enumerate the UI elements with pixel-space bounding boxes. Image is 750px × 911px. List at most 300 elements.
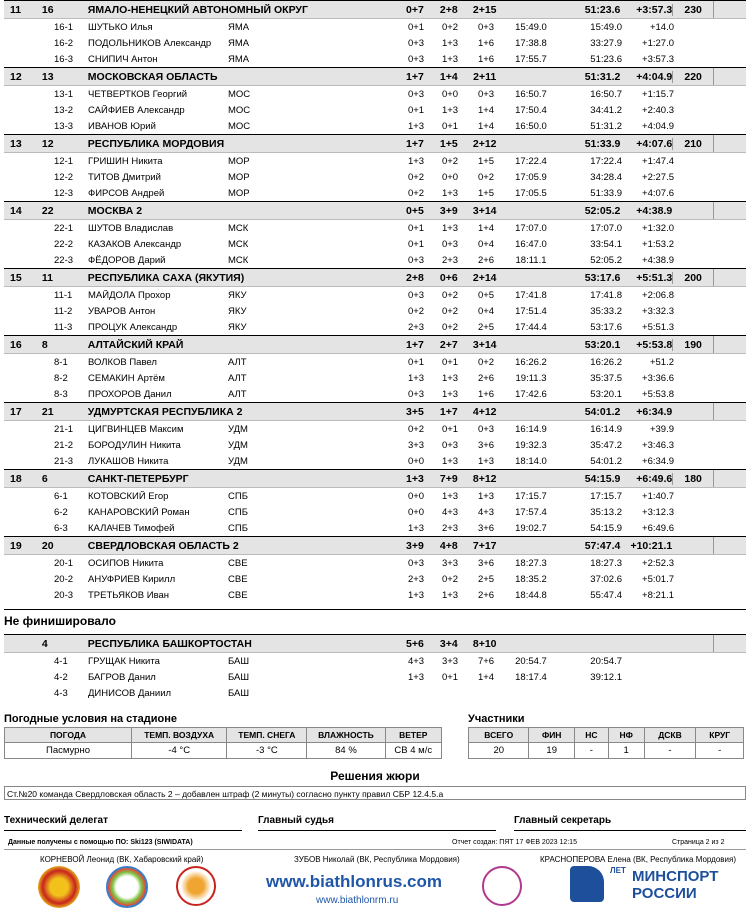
mascot-logo — [176, 866, 216, 906]
team-extra-col — [713, 1, 746, 18]
member-time: 17:41.8 — [590, 289, 622, 301]
delegate-name: КОРНЕВОЙ Леонид (ВК, Хабаровский край) — [40, 855, 204, 864]
member-leg-time: 20:54.7 — [515, 655, 547, 667]
member-penalty-total: 1+4 — [477, 120, 495, 132]
member-standing: 1+3 — [441, 222, 459, 234]
team-bib: 13 — [41, 70, 54, 83]
member-name: ПРОЦУК Александр — [88, 321, 178, 333]
member-leg-time: 16:50.0 — [515, 120, 547, 132]
member-penalty-total: 1+3 — [477, 490, 495, 502]
team-extra-col — [713, 269, 746, 286]
member-leg-time: 18:17.4 — [515, 671, 547, 683]
member-name: БАГРОВ Данил — [88, 671, 156, 683]
member-time: 54:01.2 — [590, 455, 622, 467]
team-behind: +4:38.9 — [636, 204, 673, 217]
member-prone: 0+1 — [407, 104, 425, 116]
team-extra-col — [713, 537, 746, 554]
member-penalty-total: 0+5 — [477, 289, 495, 301]
participants-value: 19 — [529, 743, 574, 759]
team-prone: 0+7 — [405, 3, 424, 16]
member-time: 16:14.9 — [590, 423, 622, 435]
member-name: МАЙДОЛА Прохор — [88, 289, 171, 301]
member-leg-time: 17:07.0 — [515, 222, 547, 234]
team-bib: 11 — [41, 271, 54, 284]
member-region: СВЕ — [228, 573, 248, 585]
member-row — [4, 86, 746, 102]
member-row — [4, 185, 746, 201]
team-block — [4, 67, 746, 134]
member-standing: 2+3 — [441, 522, 459, 534]
team-rank: 16 — [10, 338, 22, 351]
member-region: БАШ — [228, 671, 250, 683]
member-bib: 8-2 — [54, 372, 68, 384]
team-prone: 3+9 — [405, 539, 424, 552]
member-region: СПБ — [228, 506, 248, 518]
secretary-label: Главный секретарь — [514, 815, 612, 826]
team-block — [4, 0, 746, 67]
member-prone: 0+2 — [407, 171, 425, 183]
team-penalty-total: 2+15 — [472, 3, 497, 16]
team-bib: 16 — [41, 3, 54, 16]
member-region: УДМ — [228, 439, 248, 451]
team-points: 210 — [672, 138, 713, 150]
team-points: 220 — [672, 71, 713, 83]
member-leg-time: 17:50.4 — [515, 104, 547, 116]
member-penalty-total: 2+6 — [477, 589, 495, 601]
team-time: 52:05.2 — [584, 204, 621, 217]
member-row — [4, 571, 746, 587]
member-behind: +2:52.3 — [642, 557, 674, 569]
member-name: ШУТОВ Владислав — [88, 222, 174, 234]
member-bib: 12-1 — [54, 155, 74, 167]
member-prone: 1+3 — [407, 372, 425, 384]
member-standing: 1+3 — [441, 589, 459, 601]
member-name: ОСИПОВ Никита — [88, 557, 164, 569]
member-bib: 4-1 — [54, 655, 68, 667]
member-time: 39:12.1 — [590, 671, 622, 683]
member-penalty-total: 0+4 — [477, 238, 495, 250]
member-behind: +6:49.6 — [642, 522, 674, 534]
team-bib: 4 — [41, 637, 48, 650]
member-behind: +6:34.9 — [642, 455, 674, 467]
member-standing: 1+3 — [441, 455, 459, 467]
member-penalty-total: 7+6 — [477, 655, 495, 667]
weather-value: -4 °C — [132, 743, 227, 759]
member-standing: 3+3 — [441, 557, 459, 569]
member-bib: 20-2 — [54, 573, 74, 585]
team-extra-col — [713, 635, 746, 652]
member-row — [4, 488, 746, 504]
team-standing: 4+8 — [439, 539, 458, 552]
team-name: ЯМАЛО-НЕНЕЦКИЙ АВТОНОМНЫЙ ОКРУГ — [87, 3, 308, 16]
member-bib: 11-3 — [54, 321, 73, 333]
regional-biathlon-logo — [106, 866, 148, 908]
member-row — [4, 220, 746, 236]
minsport-mark-icon — [570, 866, 604, 902]
member-bib: 20-3 — [54, 589, 74, 601]
team-points: 230 — [672, 4, 713, 16]
member-leg-time: 17:15.7 — [515, 490, 547, 502]
member-behind: +1:15.7 — [642, 88, 674, 100]
member-time: 15:49.0 — [590, 21, 622, 33]
team-row — [4, 1, 746, 19]
member-behind: +4:38.9 — [642, 254, 674, 266]
member-region: АЛТ — [228, 388, 247, 400]
member-behind: +2:40.3 — [642, 104, 674, 116]
team-time: 51:31.2 — [584, 70, 621, 83]
member-prone: 0+3 — [407, 557, 425, 569]
member-time: 17:07.0 — [590, 222, 622, 234]
team-name: СВЕРДЛОВСКАЯ ОБЛАСТЬ 2 — [87, 539, 239, 552]
member-region: МОС — [228, 120, 251, 132]
member-bib: 20-1 — [54, 557, 74, 569]
member-standing: 1+3 — [441, 187, 459, 199]
member-name: КАНАРОВСКИЙ Роман — [88, 506, 190, 518]
member-leg-time: 17:42.6 — [515, 388, 547, 400]
member-leg-time: 16:26.2 — [515, 356, 547, 368]
member-standing: 0+2 — [441, 21, 459, 33]
member-behind: +3:32.3 — [642, 305, 674, 317]
member-prone: 0+0 — [407, 455, 425, 467]
team-row — [4, 135, 746, 153]
member-region: МОС — [228, 88, 251, 100]
member-leg-time: 15:49.0 — [515, 21, 547, 33]
member-bib: 11-2 — [54, 305, 73, 317]
member-name: ДИНИСОВ Даниил — [88, 687, 172, 699]
member-behind: +51.2 — [649, 356, 674, 368]
member-prone: 1+3 — [407, 589, 425, 601]
member-name: ФЁДОРОВ Дарий — [88, 254, 166, 266]
member-bib: 13-1 — [54, 88, 74, 100]
member-bib: 22-3 — [54, 254, 74, 266]
member-standing: 1+3 — [441, 372, 459, 384]
report-created: Отчет создан: ПЯТ 17 ФЕВ 2023 12:15 — [452, 839, 577, 846]
member-prone: 0+1 — [407, 356, 425, 368]
member-standing: 0+2 — [441, 321, 459, 333]
team-behind: +10:21.1 — [630, 539, 673, 552]
member-row — [4, 319, 746, 335]
team-row — [4, 635, 746, 653]
participants-value: - — [696, 743, 744, 759]
delegate-sign-line — [4, 830, 242, 831]
member-row — [4, 520, 746, 536]
member-leg-time: 17:05.5 — [515, 187, 547, 199]
member-prone: 0+3 — [407, 388, 425, 400]
member-time: 52:05.2 — [590, 254, 622, 266]
member-region: ЯКУ — [228, 289, 247, 301]
member-region: БАШ — [228, 687, 250, 699]
member-row — [4, 236, 746, 252]
member-leg-time: 16:14.9 — [515, 423, 547, 435]
member-behind: +3:57.3 — [642, 53, 674, 65]
participants-header: ДСКВ — [644, 728, 696, 743]
data-source: Данные получены с помощью ПО: Ski123 (SIWIDATA) — [8, 839, 193, 846]
member-prone: 2+3 — [407, 573, 425, 585]
member-bib: 8-3 — [54, 388, 68, 400]
delegate-label: Технический делегат — [4, 815, 108, 826]
team-bib: 22 — [41, 204, 54, 217]
member-time: 54:15.9 — [590, 522, 622, 534]
site-biathlonrus[interactable]: www.biathlonrus.com — [266, 872, 442, 891]
member-time: 53:20.1 — [590, 388, 622, 400]
team-time: 54:01.2 — [584, 405, 621, 418]
member-row — [4, 169, 746, 185]
member-bib: 11-1 — [54, 289, 73, 301]
federation-emblem-logo — [38, 866, 80, 908]
member-standing: 1+3 — [441, 37, 459, 49]
member-standing: 0+1 — [441, 423, 459, 435]
member-name: БОРОДУЛИН Никита — [88, 439, 181, 451]
member-name: ПРОХОРОВ Данил — [88, 388, 172, 400]
member-bib: 12-2 — [54, 171, 74, 183]
member-behind: +1:27.0 — [642, 37, 674, 49]
member-standing: 0+1 — [441, 671, 459, 683]
member-name: ШУТЬКО Илья — [88, 21, 153, 33]
team-time: 53:17.6 — [584, 271, 621, 284]
member-name: ВОЛКОВ Павел — [88, 356, 157, 368]
team-rank: 11 — [10, 3, 22, 16]
team-row — [4, 403, 746, 421]
member-name: АНУФРИЕВ Кирилл — [88, 573, 176, 585]
participants-value: 20 — [469, 743, 529, 759]
member-bib: 13-2 — [54, 104, 74, 116]
member-standing: 0+1 — [441, 356, 459, 368]
jury-title: Решения жюри — [330, 769, 420, 783]
member-region: БАШ — [228, 655, 250, 667]
member-behind: +3:46.3 — [642, 439, 674, 451]
participants-header: НС — [574, 728, 608, 743]
member-row — [4, 421, 746, 437]
team-prone: 1+7 — [405, 338, 424, 351]
team-penalty-total: 2+11 — [473, 70, 497, 83]
member-row — [4, 102, 746, 118]
member-leg-time: 18:14.0 — [515, 455, 547, 467]
team-prone: 1+3 — [405, 472, 424, 485]
participants-value: - — [574, 743, 608, 759]
weather-value: Пасмурно — [5, 743, 132, 759]
member-region: ЯКУ — [228, 305, 247, 317]
member-row — [4, 386, 746, 402]
member-row — [4, 354, 746, 370]
member-bib: 12-3 — [54, 187, 74, 199]
member-behind: +2:27.5 — [642, 171, 674, 183]
member-behind: +1:47.4 — [642, 155, 674, 167]
member-time: 55:47.4 — [590, 589, 622, 601]
member-prone: 0+3 — [407, 88, 425, 100]
member-penalty-total: 0+4 — [477, 305, 495, 317]
participants-value: 1 — [608, 743, 644, 759]
member-penalty-total: 4+3 — [477, 506, 495, 518]
member-time: 35:47.2 — [590, 439, 622, 451]
member-region: ЯКУ — [228, 321, 247, 333]
member-prone: 0+3 — [407, 37, 425, 49]
team-penalty-total: 7+17 — [472, 539, 497, 552]
member-row — [4, 370, 746, 386]
member-name: ЦИГВИНЦЕВ Максим — [88, 423, 184, 435]
member-row — [4, 252, 746, 268]
member-time: 33:27.9 — [590, 37, 622, 49]
member-leg-time: 18:35.2 — [515, 573, 547, 585]
member-row — [4, 437, 746, 453]
member-region: СПБ — [228, 490, 248, 502]
member-prone: 0+2 — [407, 305, 425, 317]
member-standing: 0+2 — [441, 573, 459, 585]
member-region: УДМ — [228, 455, 248, 467]
team-standing: 2+8 — [439, 3, 458, 16]
member-name: САЙФИЕВ Александр — [88, 104, 185, 116]
member-name: ГРИШИН Никита — [88, 155, 163, 167]
member-penalty-total: 3+6 — [477, 557, 495, 569]
member-behind: +3:36.6 — [642, 372, 674, 384]
member-penalty-total: 0+3 — [477, 88, 495, 100]
team-bib: 8 — [41, 338, 48, 351]
member-name: СЕМАКИН Артём — [88, 372, 165, 384]
weather-header: ТЕМП. СНЕГА — [227, 728, 307, 743]
member-leg-time: 16:47.0 — [515, 238, 547, 250]
team-row — [4, 537, 746, 555]
team-behind: +5:53.8 — [636, 338, 673, 351]
member-region: МОС — [228, 104, 251, 116]
member-prone: 0+3 — [407, 289, 425, 301]
member-time: 20:54.7 — [590, 655, 622, 667]
team-behind: +4:04.9 — [636, 70, 673, 83]
member-region: МОР — [228, 187, 250, 199]
member-standing: 0+2 — [441, 155, 459, 167]
team-standing: 3+9 — [439, 204, 458, 217]
minsport-title: МИНСПОРТ — [632, 868, 719, 885]
member-standing: 0+2 — [441, 289, 459, 301]
participants-header: ВСЕГО — [469, 728, 529, 743]
member-penalty-total: 1+6 — [477, 388, 495, 400]
member-name: КАЗАКОВ Александр — [88, 238, 182, 250]
team-standing: 3+4 — [439, 637, 458, 650]
member-bib: 16-3 — [54, 53, 74, 65]
member-time: 16:26.2 — [590, 356, 622, 368]
participants-header: КРУГ — [696, 728, 744, 743]
member-prone: 0+3 — [407, 254, 425, 266]
team-penalty-total: 4+12 — [472, 405, 497, 418]
team-penalty-total: 2+12 — [472, 137, 497, 150]
member-leg-time: 17:22.4 — [515, 155, 547, 167]
member-standing: 1+3 — [441, 104, 459, 116]
member-penalty-total: 3+6 — [477, 522, 495, 534]
member-prone: 1+3 — [407, 155, 425, 167]
member-behind: +39.9 — [649, 423, 674, 435]
team-standing: 0+6 — [439, 271, 458, 284]
member-behind: +1:40.7 — [642, 490, 674, 502]
member-standing: 0+0 — [441, 171, 459, 183]
member-time: 53:17.6 — [590, 321, 622, 333]
team-name: РЕСПУБЛИКА БАШКОРТОСТАН — [87, 637, 252, 650]
member-penalty-total: 0+2 — [477, 356, 495, 368]
team-penalty-total: 8+10 — [472, 637, 497, 650]
member-time: 35:13.2 — [590, 506, 622, 518]
team-bib: 20 — [41, 539, 54, 552]
team-standing: 1+4 — [439, 70, 458, 83]
member-time: 51:23.6 — [590, 53, 622, 65]
judge-sign-line — [258, 830, 496, 831]
member-standing: 1+3 — [441, 53, 459, 65]
team-behind: +6:49.6 — [636, 472, 673, 485]
team-time: 57:47.4 — [584, 539, 621, 552]
member-row — [4, 35, 746, 51]
member-standing: 0+2 — [441, 305, 459, 317]
member-leg-time: 17:38.8 — [515, 37, 547, 49]
member-time: 17:15.7 — [590, 490, 622, 502]
member-prone: 1+3 — [407, 120, 425, 132]
member-behind: +2:06.8 — [642, 289, 674, 301]
team-block — [4, 201, 746, 268]
member-time: 34:41.2 — [590, 104, 622, 116]
member-time: 35:37.5 — [590, 372, 622, 384]
judge-label: Главный судья — [258, 815, 334, 826]
member-name: ТИТОВ Дмитрий — [88, 171, 161, 183]
team-row — [4, 336, 746, 354]
secretary-sign-line — [514, 830, 746, 831]
member-prone: 2+3 — [407, 321, 425, 333]
team-block — [4, 335, 746, 402]
member-time: 16:50.7 — [590, 88, 622, 100]
member-region: АЛТ — [228, 356, 247, 368]
member-penalty-total: 0+2 — [477, 171, 495, 183]
member-bib: 6-2 — [54, 506, 68, 518]
team-bib: 12 — [41, 137, 54, 150]
page-number: Страница 2 из 2 — [672, 839, 725, 846]
member-penalty-total: 2+6 — [477, 254, 495, 266]
member-leg-time: 17:55.7 — [515, 53, 547, 65]
team-rank: 18 — [10, 472, 22, 485]
member-row — [4, 19, 746, 35]
member-standing: 0+1 — [441, 120, 459, 132]
member-time: 37:02.6 — [590, 573, 622, 585]
member-region: ЯМА — [228, 37, 250, 49]
team-block — [4, 536, 746, 603]
team-prone: 2+8 — [405, 271, 424, 284]
member-row — [4, 669, 746, 685]
member-name: ПОДОЛЬНИКОВ Александр — [88, 37, 212, 49]
member-row — [4, 303, 746, 319]
weather-header: ПОГОДА — [5, 728, 132, 743]
team-bib: 6 — [41, 472, 48, 485]
member-penalty-total: 0+3 — [477, 423, 495, 435]
member-penalty-total: 1+5 — [477, 187, 495, 199]
member-behind: +4:04.9 — [642, 120, 674, 132]
team-block — [4, 134, 746, 201]
member-bib: 16-2 — [54, 37, 74, 49]
member-region: МОР — [228, 155, 250, 167]
participants-value: - — [644, 743, 696, 759]
team-name: МОСКВА 2 — [87, 204, 143, 217]
member-bib: 4-3 — [54, 687, 68, 699]
member-behind: +5:53.8 — [642, 388, 674, 400]
member-prone: 0+3 — [407, 53, 425, 65]
member-time: 18:27.3 — [590, 557, 622, 569]
team-time: 51:33.9 — [584, 137, 621, 150]
member-time: 17:22.4 — [590, 155, 622, 167]
weather-title: Погодные условия на стадионе — [4, 713, 178, 725]
team-extra-col — [713, 135, 746, 152]
site-biathlonrm[interactable]: www.biathlonrm.ru — [316, 895, 399, 906]
member-standing: 1+3 — [441, 388, 459, 400]
team-rank: 14 — [10, 204, 22, 217]
member-standing: 1+3 — [441, 490, 459, 502]
member-name: ТРЕТЬЯКОВ Иван — [88, 589, 170, 601]
member-region: АЛТ — [228, 372, 247, 384]
member-region: СВЕ — [228, 589, 248, 601]
team-name: АЛТАЙСКИЙ КРАЙ — [87, 338, 184, 351]
member-name: ФИРСОВ Андрей — [88, 187, 165, 199]
member-bib: 8-1 — [54, 356, 68, 368]
